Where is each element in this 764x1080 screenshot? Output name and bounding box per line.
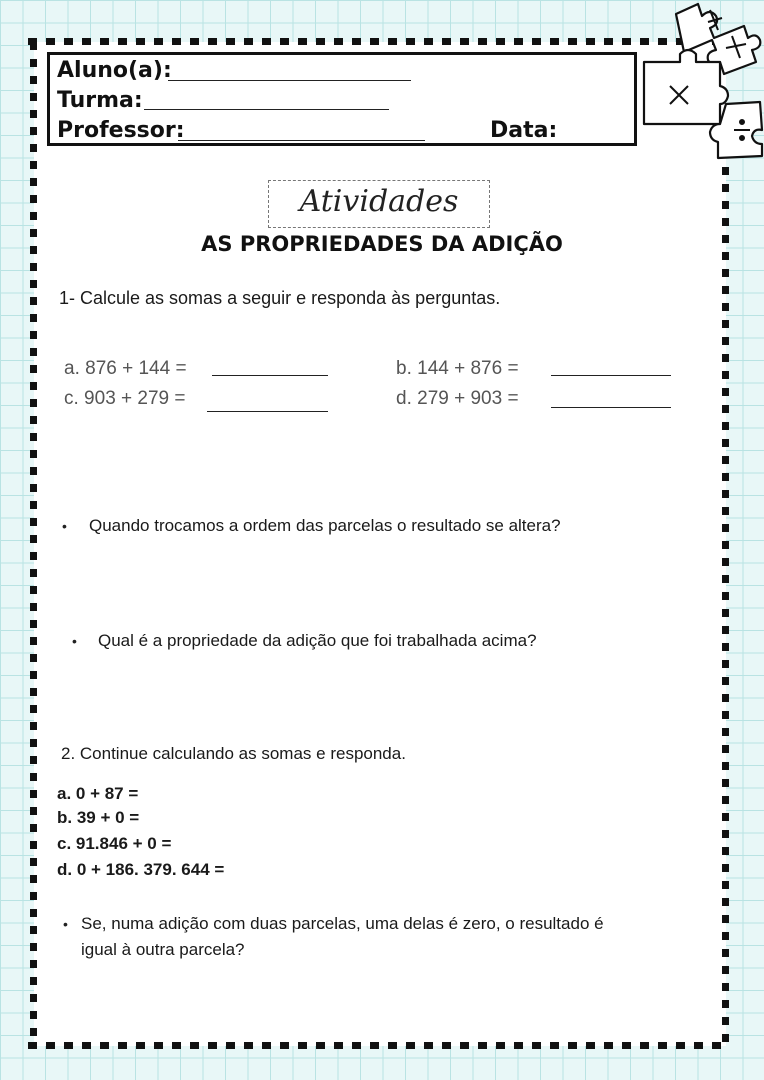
- q2-bullet-line2: igual à outra parcela?: [81, 940, 245, 959]
- q2-item-c: c. 91.846 + 0 =: [57, 834, 172, 853]
- teacher-line[interactable]: [178, 140, 425, 141]
- bullet-icon: •: [63, 916, 68, 932]
- question2-prompt: 2. Continue calculando as somas e responda.: [61, 744, 406, 763]
- dashed-border-right: [722, 150, 729, 1046]
- q1-item-c: c. 903 + 279 =: [64, 388, 186, 409]
- q1-bullet-b: Qual é a propriedade da adição que foi trabalhada acima?: [98, 631, 537, 650]
- class-label: Turma:: [57, 88, 143, 113]
- q1-answer-line-a[interactable]: [212, 375, 328, 376]
- student-label: Aluno(a):: [57, 58, 172, 83]
- page-title: Atividades: [299, 184, 459, 219]
- bullet-icon: •: [62, 518, 67, 534]
- q1-bullet-a: Quando trocamos a ordem das parcelas o resultado se altera?: [89, 516, 561, 535]
- dashed-border-bottom: [28, 1042, 728, 1049]
- teacher-label: Professor:: [57, 118, 185, 143]
- date-label: Data:: [490, 118, 558, 143]
- q2-item-a: a. 0 + 87 =: [57, 784, 139, 803]
- page-subtitle: AS PROPRIEDADES DA ADIÇÃO: [201, 232, 563, 256]
- q1-item-b: b. 144 + 876 =: [396, 358, 519, 379]
- question1-prompt: 1- Calcule as somas a seguir e responda às perguntas.: [59, 288, 501, 308]
- q2-bullet-line1: Se, numa adição com duas parcelas, uma delas é zero, o resultado é: [81, 914, 604, 933]
- student-name-line[interactable]: [168, 80, 411, 81]
- q2-item-d: d. 0 + 186. 379. 644 =: [57, 860, 225, 879]
- q1-item-a: a. 876 + 144 =: [64, 358, 187, 379]
- class-line[interactable]: [144, 109, 389, 110]
- bullet-icon: •: [72, 633, 77, 649]
- q1-answer-line-c[interactable]: [207, 411, 328, 412]
- q1-answer-line-b[interactable]: [551, 375, 671, 376]
- q2-item-b: b. 39 + 0 =: [57, 808, 140, 827]
- q1-item-d: d. 279 + 903 =: [396, 388, 519, 409]
- dashed-border-top: [28, 38, 728, 45]
- puzzle-pieces-icon: [640, 0, 764, 160]
- q1-answer-line-d[interactable]: [551, 407, 671, 408]
- dashed-border-left: [30, 42, 37, 1046]
